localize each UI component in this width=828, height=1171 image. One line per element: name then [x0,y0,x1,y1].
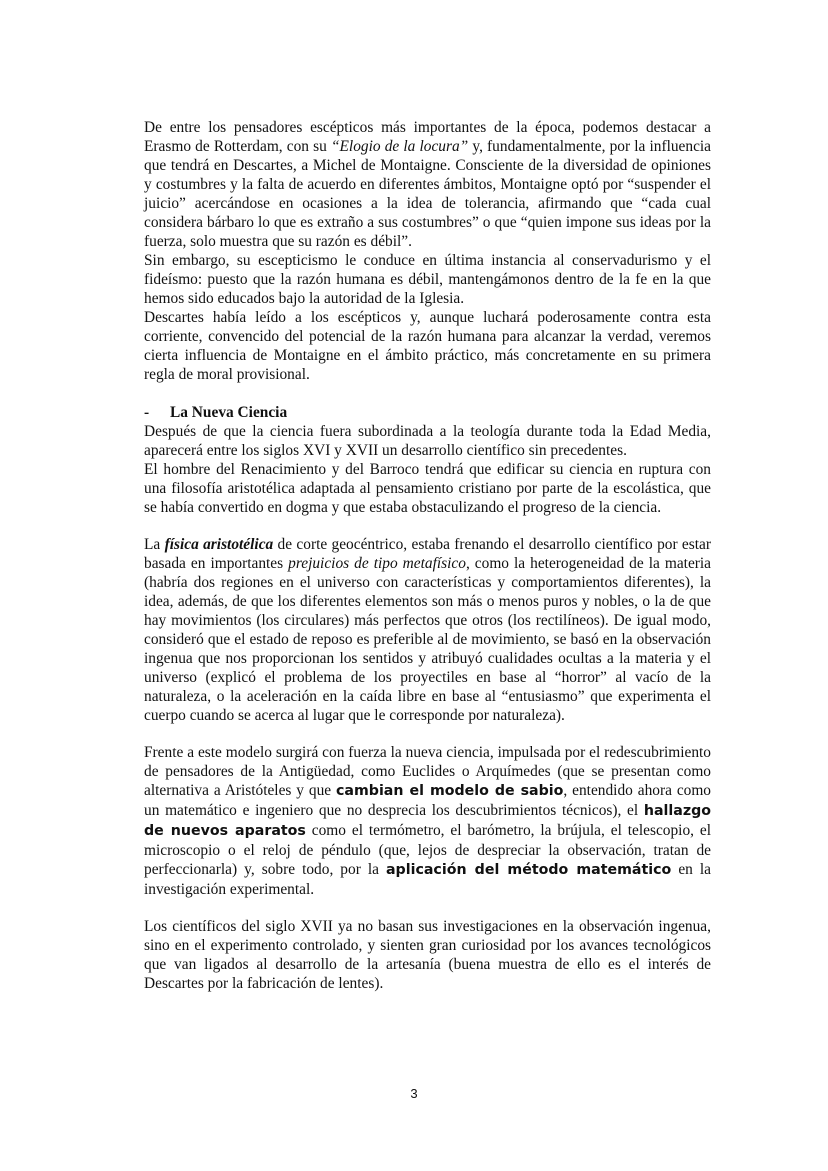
paragraph-renacimiento: El hombre del Renacimiento y del Barroco tendrá que edificar su ciencia en ruptura con una filosofía aristotélica adaptada al pensamiento cristiano por parte de la escolástica, que se había convertido en dogma y que estaba obstaculizando el progreso de la ciencia. [144,461,711,516]
paragraph-erasmo-montaigne [144,118,711,251]
bold-term: aplicación del método matemático [385,862,672,878]
text-run: , como la heterogeneidad de la materia (habría dos regiones en el universo con características y comportamientos diferentes), la idea, además, de que los diferentes elementos son más o menos puros y nobles, o la de que hay movimientos (los circulares) más perfectos que otros (los rectilíneos). De igual modo, consideró que el estado de reposo es preferible al de movimiento, se basó en la observación ingenua que nos proporcionan los sentidos y atribuyó cualidades ocultas a la materia y el universo (explicó el problema de los proyectiles en base al “horror” al vacío de la naturaleza, o la aceleración en la caída libre en base al “entusiasmo” que experimenta el cuerpo cuando se acerca al lugar que le corresponde por naturaleza). [144,555,712,724]
text-run: , entendido ahora como un matemático e ingeniero que no desprecia los descubrimientos técnicos), el [144,782,712,819]
text-run: De entre los pensadores escépticos más importantes de la época, podemos destacar a Erasmo de Rotterdam, con su [144,119,711,155]
paragraph-cientificos-xvii: Los científicos del siglo XVII ya no basan sus investigaciones en la observación ingenua, sino en el experimento controlado, y sienten gran curiosidad por los avances tecnológicos que van ligados al desarrollo de la artesanía (buena muestra de ello es el interés de Descartes por la fabricación de lentes). [144,918,711,992]
emphasis-term: prejuicios de tipo metafísico [288,555,466,572]
paragraph-nueva-ciencia [144,743,711,899]
text-run: de corte geocéntrico, estaba frenando el desarrollo científico por estar basada en importantes [144,536,711,572]
book-title: “Elogio de la locura” [330,138,469,155]
paragraph-descartes-escepticos: Descartes había leído a los escépticos y, aunque luchará poderosamente contra esta corriente, convencido del potencial de la razón humana para alcanzar la verdad, veremos cierta influencia de Montaigne en el ámbito práctico, más concretamente en su primera regla de moral provisional. [144,309,711,383]
heading-title: La Nueva Ciencia [170,404,288,421]
heading-bullet: - [144,404,150,421]
bold-term: cambian el modelo de sabio [336,783,564,799]
paragraph-fisica-aristotelica [144,535,711,725]
text-run: en la investigación experimental. [144,861,711,898]
text-run: como el termómetro, el barómetro, la brújula, el telescopio, el microscopio o el reloj de péndulo (que, lejos de despreciar la observación, tratan de perfeccionarla) y, sobre todo, por la [144,822,711,878]
emphasis-term: física aristotélica [164,536,274,553]
text-run: Frente a este modelo surgirá con fuerza la nueva ciencia, impulsada por el redescubrimiento de pensadores de la Antigüedad, como Euclides o Arquímedes (que se presentan como alternativa a Aristóteles y que [144,744,711,799]
section-heading [144,403,711,422]
paragraph-escepticismo: Sin embargo, su escepticismo le conduce en última instancia al conservadurismo y el fideísmo: puesto que la razón humana es débil, mantengámonos dentro de la fe en la que hemos sido educados bajo la autoridad de la Iglesia. [144,252,711,307]
text-run: La [144,536,165,553]
paragraph-edad-media: Después de que la ciencia fuera subordinada a la teología durante toda la Edad Media, aparecerá entre los siglos XVI y XVII un desarrollo científico sin precedentes. [144,423,711,459]
text-run: y, fundamentalmente, por la influencia que tendrá en Descartes, a Michel de Montaigne. Consciente de la diversidad de opiniones y costumbres y la falta de acuerdo en diferentes ámbitos, Montaigne optó por “suspender el juicio” acercándose en ocasiones a la idea de tolerancia, afirmando que “cada cual considera bárbaro lo que es extraño a sus costumbres” o que “quien impone sus ideas por la fuerza, solo muestra que su razón es débil”. [144,138,712,250]
page-number: 3 [410,1086,418,1101]
bold-term: hallazgo de nuevos aparatos [144,803,711,839]
document-body [144,118,711,993]
